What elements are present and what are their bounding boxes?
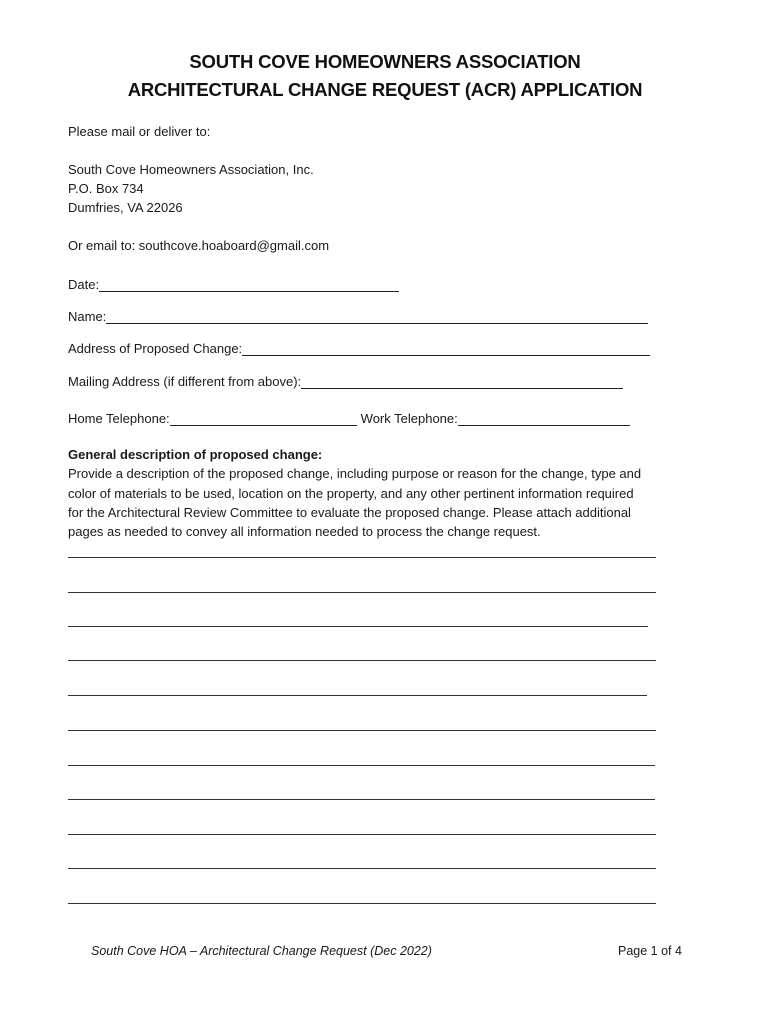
description-answer-line[interactable]: [68, 730, 656, 731]
description-text-line: pages as needed to convey all information needed to process the change request.: [68, 524, 541, 540]
telephone-fields: [68, 408, 630, 426]
mailing-address-field[interactable]: [68, 371, 623, 389]
description-answer-line[interactable]: [68, 799, 655, 800]
description-answer-line[interactable]: [68, 903, 656, 904]
proposed-address-blank[interactable]: [242, 341, 650, 356]
proposed-address-field[interactable]: [68, 338, 650, 356]
date-field[interactable]: [68, 274, 399, 292]
description-text-line: for the Architectural Review Committee to evaluate the proposed change. Please attach additional: [68, 504, 631, 520]
description-block: [68, 445, 698, 541]
mail-instructions: Please mail or deliver to:: [68, 124, 211, 139]
description-answer-line[interactable]: [68, 557, 656, 558]
description-text-line: color of materials to be used, location on the property, and any other pertinent information required: [68, 485, 634, 501]
description-answer-line[interactable]: [68, 834, 656, 835]
proposed-address-label: Address of Proposed Change:: [68, 341, 243, 356]
description-heading: General description of proposed change:: [68, 447, 323, 462]
association-name: South Cove Homeowners Association, Inc.: [68, 162, 314, 177]
email-instructions: Or email to: southcove.hoaboard@gmail.com: [68, 238, 330, 253]
date-label: Date:: [68, 277, 100, 292]
description-answer-line[interactable]: [68, 660, 656, 661]
home-telephone-label: Home Telephone:: [68, 411, 170, 426]
description-text-line: Provide a description of the proposed change, including purpose or reason for the change, type and: [68, 466, 642, 482]
date-blank[interactable]: [99, 277, 399, 292]
name-label: Name:: [68, 309, 107, 324]
name-field[interactable]: [68, 306, 648, 324]
document-title-line-1: SOUTH COVE HOMEOWNERS ASSOCIATION: [189, 51, 581, 72]
description-answer-line[interactable]: [68, 592, 656, 593]
description-answer-line[interactable]: [68, 868, 656, 869]
description-answer-line[interactable]: [68, 765, 655, 766]
work-telephone-blank[interactable]: [458, 411, 630, 426]
description-answer-line[interactable]: [68, 695, 647, 696]
document-title-line-2: ARCHITECTURAL CHANGE REQUEST (ACR) APPLICATION: [127, 79, 643, 100]
name-blank[interactable]: [106, 309, 648, 324]
home-telephone-blank[interactable]: [170, 411, 357, 426]
description-answer-line[interactable]: [68, 626, 648, 627]
mailing-address-label: Mailing Address (if different from above):: [68, 374, 302, 389]
mailing-address-blank[interactable]: [301, 374, 623, 389]
footer-document-info: South Cove HOA – Architectural Change Request (Dec 2022): [91, 944, 432, 958]
city-state-zip: Dumfries, VA 22026: [68, 200, 183, 215]
work-telephone-label: Work Telephone:: [360, 411, 458, 426]
footer-page-number: Page 1 of 4: [618, 944, 682, 958]
po-box: P.O. Box 734: [68, 181, 144, 196]
